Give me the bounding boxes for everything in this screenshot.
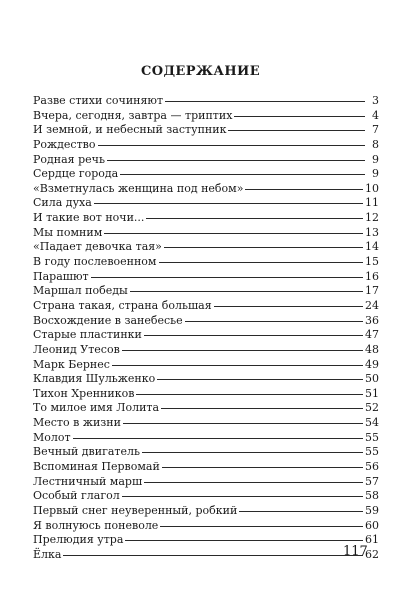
- toc-leader-line: [120, 174, 365, 175]
- toc-leader-line: [159, 262, 364, 263]
- toc-entry-page: 15: [365, 255, 379, 269]
- toc-entry: [33, 489, 379, 504]
- toc-leader-line: [162, 467, 363, 468]
- toc-entry-title: В году послевоенном: [33, 255, 157, 269]
- toc-entry-title: Клавдия Шульженко: [33, 372, 156, 386]
- toc-entry-title: Маршал победы: [33, 284, 128, 298]
- toc-entry-title: Сила духа: [33, 196, 92, 210]
- toc-entry-page: 51: [365, 386, 379, 400]
- toc-entry-title: Первый снег неуверенный, робкий: [33, 503, 238, 517]
- toc-entry: [33, 138, 379, 153]
- toc-leader-line: [185, 321, 363, 322]
- toc-entry: [33, 284, 379, 299]
- toc-entry: [33, 445, 379, 460]
- toc-entry: [33, 196, 379, 211]
- toc-entry-page: 9: [372, 167, 379, 181]
- toc-entry-page: 7: [372, 123, 379, 137]
- toc-entry: [33, 167, 379, 182]
- toc-leader-line: [112, 365, 363, 366]
- toc-entry: [33, 372, 379, 387]
- toc-entry-title: Я волнуюсь поневоле: [33, 518, 159, 532]
- toc-leader-line: [98, 145, 366, 146]
- toc-entry: [33, 343, 379, 358]
- toc-entry: [33, 299, 379, 314]
- toc-entry-page: 58: [365, 489, 379, 503]
- toc-entry: [33, 109, 379, 124]
- toc-leader-line: [144, 335, 363, 336]
- toc-entry-page: 24: [365, 298, 379, 312]
- toc-entry: [33, 460, 379, 475]
- toc-entry: [33, 548, 379, 563]
- toc-entry-page: 36: [365, 313, 379, 327]
- page-number: 117: [343, 544, 368, 559]
- toc-entry-title: Вечный двигатель: [33, 445, 140, 459]
- toc-entry-title: «Взметнулась женщина под небом»: [33, 181, 244, 195]
- toc-leader-line: [122, 496, 363, 497]
- toc-leader-line: [161, 408, 363, 409]
- toc-entry-page: 47: [365, 328, 379, 342]
- toc-entry: [33, 270, 379, 285]
- toc-leader-line: [239, 511, 363, 512]
- toc-entry-page: 59: [365, 503, 379, 517]
- toc-leader-line: [130, 291, 363, 292]
- toc-entry: [33, 387, 379, 402]
- toc-entry-page: 62: [365, 547, 379, 561]
- toc-entry-title: Вчера, сегодня, завтра — триптих: [33, 108, 233, 122]
- toc-entry: [33, 328, 379, 343]
- toc-entry: [33, 358, 379, 373]
- toc-entry-title: И земной, и небесный заступник: [33, 123, 227, 137]
- toc-entry-title: Мы помним: [33, 225, 103, 239]
- toc-entry-title: Особый глагол: [33, 489, 120, 503]
- toc-leader-line: [146, 218, 363, 219]
- toc-entry-title: «Падает девочка тая»: [33, 240, 162, 254]
- toc-entry-page: 13: [365, 225, 379, 239]
- toc-entry-page: 9: [372, 152, 379, 166]
- toc-entry-title: Страна такая, страна большая: [33, 298, 212, 312]
- toc-entry-page: 61: [365, 533, 379, 547]
- toc-entry-title: Рождество: [33, 137, 96, 151]
- page-title: СОДЕРЖАНИЕ: [140, 64, 261, 79]
- toc-entry-title: Место в жизни: [33, 416, 121, 430]
- toc-entry-page: 14: [365, 240, 379, 254]
- toc-entry: [33, 533, 379, 548]
- toc-entry: [33, 240, 379, 255]
- toc-entry: [33, 182, 379, 197]
- toc-entry: [33, 94, 379, 109]
- toc-entry-page: 17: [365, 284, 379, 298]
- toc-leader-line: [214, 306, 363, 307]
- toc-entry-page: 11: [365, 196, 379, 210]
- toc-entry-title: Марк Бернес: [33, 357, 110, 371]
- toc-entry-title: Старые пластинки: [33, 328, 142, 342]
- toc-leader-line: [104, 233, 363, 234]
- toc-leader-line: [94, 203, 363, 204]
- toc-leader-line: [165, 101, 365, 102]
- toc-entry-page: 10: [365, 181, 379, 195]
- toc-entry-title: Молот: [33, 430, 71, 444]
- toc-entry: [33, 431, 379, 446]
- toc-entry-title: Тихон Хренников: [33, 386, 135, 400]
- toc-leader-line: [122, 350, 363, 351]
- toc-entry: [33, 153, 379, 168]
- toc-leader-line: [234, 116, 365, 117]
- toc-leader-line: [164, 247, 363, 248]
- toc-entry-title: Сердце города: [33, 167, 119, 181]
- toc-entry-page: 4: [372, 108, 379, 122]
- toc-entry-title: Восхождение в занебесье: [33, 313, 183, 327]
- toc-entry-page: 54: [365, 416, 379, 430]
- toc-entry-page: 57: [365, 474, 379, 488]
- toc-entry: [33, 401, 379, 416]
- toc-entry-title: Вспоминая Первомай: [33, 460, 160, 474]
- toc-entry-page: 3: [372, 94, 379, 107]
- toc-leader-line: [91, 277, 363, 278]
- toc-entry-title: Разве стихи сочиняют: [33, 94, 164, 107]
- toc-entry-title: Прелюдия утра: [33, 533, 124, 547]
- toc-entry-title: Леонид Утесов: [33, 342, 120, 356]
- toc-entry-page: 50: [365, 372, 379, 386]
- toc-entry-page: 16: [365, 269, 379, 283]
- toc-entry-title: То милое имя Лолита: [33, 401, 160, 415]
- toc-entry: [33, 123, 379, 138]
- toc-leader-line: [157, 379, 363, 380]
- toc-leader-line: [123, 423, 363, 424]
- toc-leader-line: [160, 526, 363, 527]
- toc-entry-page: 49: [365, 357, 379, 371]
- toc-leader-line: [73, 438, 363, 439]
- toc-leader-line: [228, 130, 365, 131]
- toc-entry: [33, 255, 379, 270]
- toc-entry-title: Ёлка: [33, 547, 62, 561]
- toc-entry-page: 55: [365, 430, 379, 444]
- toc-entry: [33, 416, 379, 431]
- toc-leader-line: [142, 452, 363, 453]
- toc-entry-page: 56: [365, 460, 379, 474]
- toc-leader-line: [245, 189, 363, 190]
- toc-entry-title: Парашют: [33, 269, 89, 283]
- toc-entry: [33, 475, 379, 490]
- toc-entry-title: Лестничный марш: [33, 474, 143, 488]
- toc-leader-line: [144, 482, 363, 483]
- toc-entry-page: 48: [365, 342, 379, 356]
- toc-leader-line: [63, 555, 363, 556]
- toc-entry-page: 12: [365, 211, 379, 225]
- toc-entry: [33, 519, 379, 534]
- toc-entry-page: 8: [372, 137, 379, 151]
- toc-leader-line: [107, 160, 365, 161]
- toc-leader-line: [125, 540, 363, 541]
- toc-entry: [33, 314, 379, 329]
- toc-entry-page: 52: [365, 401, 379, 415]
- table-of-contents: [33, 94, 379, 563]
- toc-entry-title: И такие вот ночи...: [33, 211, 145, 225]
- toc-entry-title: Родная речь: [33, 152, 105, 166]
- toc-leader-line: [136, 394, 363, 395]
- toc-entry: [33, 504, 379, 519]
- toc-entry: [33, 226, 379, 241]
- toc-entry-page: 55: [365, 445, 379, 459]
- toc-entry: [33, 211, 379, 226]
- toc-entry-page: 60: [365, 518, 379, 532]
